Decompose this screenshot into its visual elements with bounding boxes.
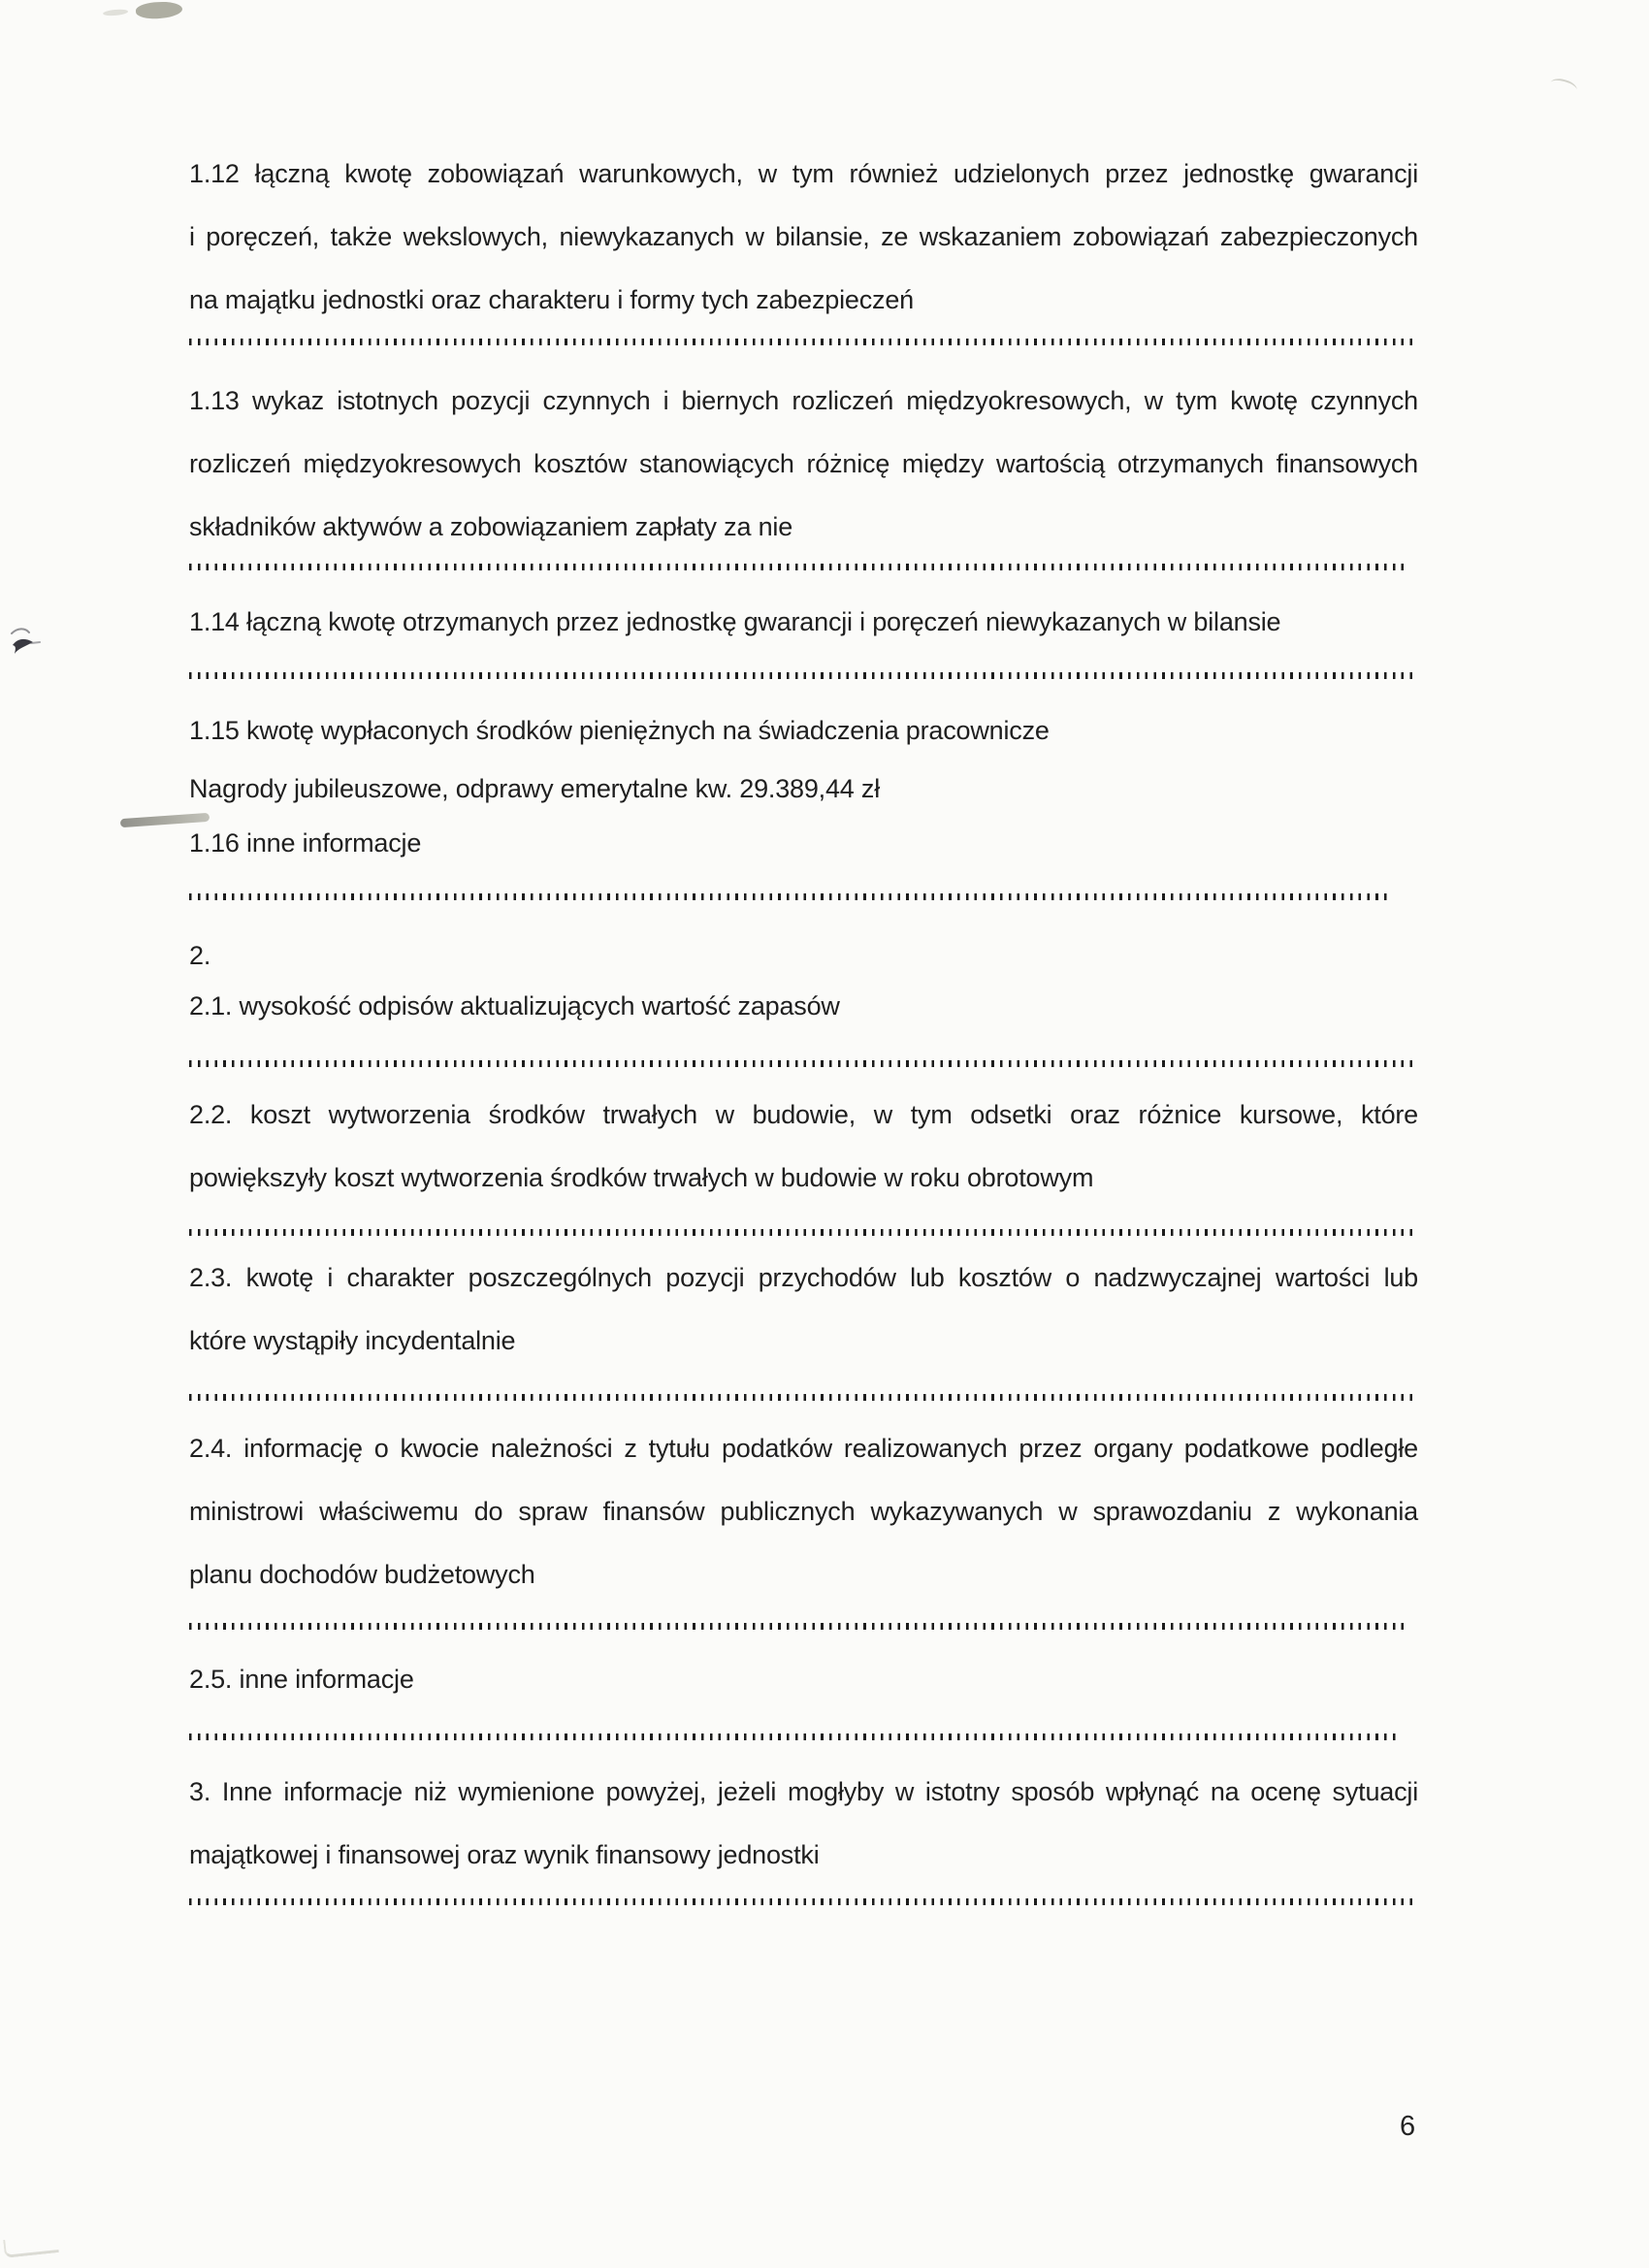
note-item-2-1 — [189, 975, 1418, 1038]
dotted-fill-line — [189, 338, 1418, 345]
text-line: 1.14 łączną kwotę otrzymanych przez jednostkę gwarancji i poręczeń niewykazanych w bilansie — [189, 607, 1281, 636]
text-line: które wystąpiły incydentalnie — [189, 1326, 516, 1355]
note-item-2-2 — [189, 1084, 1418, 1210]
page-number: 6 — [1400, 2111, 1415, 2142]
text-line: składników aktywów a zobowiązaniem zapłaty za nie — [189, 512, 793, 541]
text-line: 1.15 kwotę wypłaconych środków pieniężnych na świadczenia pracownicze — [189, 716, 1050, 745]
dotted-fill-line — [189, 1897, 1418, 1905]
text-line: 2.4. informację o kwocie należności z tytułu podatków realizowanych przez organy podatkowe podległe — [189, 1434, 1418, 1463]
text-line: majątkowej i finansowej oraz wynik finansowy jednostki — [189, 1840, 820, 1869]
scan-smudge-top — [135, 0, 182, 20]
text-line: 2.3. kwotę i charakter poszczególnych pozycji przychodów lub kosztów o nadzwyczajnej wartości lub — [189, 1263, 1418, 1292]
text-line: Nagrody jubileuszowe, odprawy emerytalne kw. 29.389,44 zł — [189, 774, 880, 803]
note-item-1-15 — [189, 699, 1418, 762]
dotted-fill-line — [189, 892, 1389, 900]
note-item-2-4 — [189, 1417, 1418, 1606]
text-line: rozliczeń międzyokresowych kosztów stanowiących różnicę między wartością otrzymanych finansowych — [189, 449, 1418, 478]
dotted-fill-line — [189, 671, 1418, 679]
text-line: 1.12 łączną kwotę zobowiązań warunkowych, w tym również udzielonych przez jednostkę gwarancji — [189, 159, 1418, 188]
margin-pen-mark — [8, 626, 43, 659]
text-line: 2.5. inne informacje — [189, 1665, 414, 1694]
note-item-1-13 — [189, 370, 1418, 559]
text-line: 2. — [189, 941, 211, 970]
text-line: na majątku jednostki oraz charakteru i formy tych zabezpieczeń — [189, 285, 914, 314]
note-item-1-12 — [189, 143, 1418, 332]
text-line: ministrowi właściwemu do spraw finansów publicznych wykazywanych w sprawozdaniu z wykonania — [189, 1497, 1418, 1526]
dotted-fill-line — [189, 1393, 1418, 1401]
dotted-fill-line — [189, 563, 1404, 570]
text-line: planu dochodów budżetowych — [189, 1560, 535, 1589]
note-item-2-3 — [189, 1247, 1418, 1373]
text-line: 1.16 inne informacje — [189, 828, 422, 858]
text-line: 3. Inne informacje niż wymienione powyżej, jeżeli mogłyby w istotny sposób wpłynąć na ocenę sytuacji — [189, 1777, 1418, 1806]
dotted-fill-line — [189, 1228, 1418, 1236]
scan-speck-top-right — [1549, 76, 1579, 96]
scan-speck-bottom-left — [3, 2234, 59, 2258]
text-line: 2.2. koszt wytworzenia środków trwałych w budowie, w tym odsetki oraz różnice kursowe, które — [189, 1100, 1418, 1129]
note-item-1-14 — [189, 591, 1418, 654]
dotted-fill-line — [189, 1059, 1418, 1067]
note-item-3 — [189, 1761, 1418, 1887]
note-item-1-16 — [189, 812, 1418, 875]
text-line: 2.1. wysokość odpisów aktualizujących wartość zapasów — [189, 991, 840, 1021]
text-line: 1.13 wykaz istotnych pozycji czynnych i biernych rozliczeń międzyokresowych, w tym kwotę czynnych — [189, 386, 1418, 415]
dotted-fill-line — [189, 1622, 1409, 1630]
text-line: i poręczeń, także wekslowych, niewykazanych w bilansie, ze wskazaniem zobowiązań zabezpieczonych — [189, 222, 1418, 251]
text-line: powiększyły koszt wytworzenia środków trwałych w budowie w roku obrotowym — [189, 1163, 1094, 1192]
note-item-2-5 — [189, 1648, 1418, 1711]
dotted-fill-line — [189, 1733, 1397, 1740]
